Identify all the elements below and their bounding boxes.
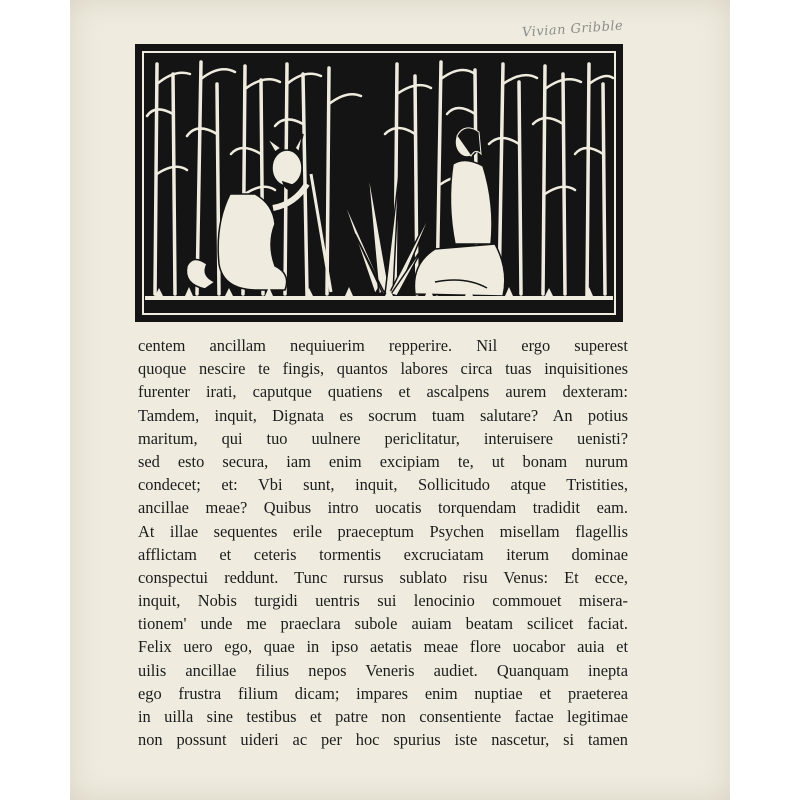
text-line: in uilla sine testibus et patre non consentiente factae legitimae (138, 707, 628, 726)
text-line: quoque nescire te fingis, quantos labores circa tuas inquisitiones (138, 359, 628, 379)
text-line: non possunt uideri ac per hoc spurius iste nascetur, si tamen (138, 730, 628, 750)
text-line: At illae sequentes erile praeceptum Psychen misellam flagellis (138, 521, 628, 541)
pencil-signature: Vivian Gribble (521, 18, 624, 41)
text-line: Felix uero ego, quae in ipso aetatis meae flore uocabor auia et (138, 637, 628, 657)
text-line: condecet; et: Vbi sunt, inquit, Sollicitudo atque Tristities, (138, 475, 628, 495)
text-line: ego frustra filium dicam; impares enim nuptiae et praeterea (138, 683, 628, 703)
text-line: centem ancillam nequiuerim repperire. Nil ergo superest (138, 336, 628, 355)
text-line: tionem' unde me praeclara subole auiam beatam scilicet faciat. (138, 614, 628, 634)
text-line: furenter irati, caputque quatiens et ascalpens aurem dexteram: (138, 382, 628, 402)
text-line: maritum, qui tuo uulnere periclitatur, interuisere uenisti? (138, 428, 628, 448)
text-line: Tamdem, inquit, Dignata es socrum tuam salutare? An potius (138, 405, 628, 425)
latin-text-block (138, 334, 628, 751)
text-line: conspectui reddunt. Tunc rursus sublato risu Venus: Et ecce, (138, 567, 628, 587)
text-line: afflictam et ceteris tormentis excruciatam iterum dominae (138, 544, 628, 564)
text-line: uilis ancillae filius nepos Veneris audiet. Quanquam inepta (138, 660, 628, 680)
text-line: ancillae meae? Quibus intro uocatis torquendam tradidit eam. (138, 498, 628, 518)
text-line: sed esto secura, iam enim excipiam te, ut bonam nurum (138, 451, 628, 471)
woodcut-illustration (135, 44, 623, 322)
text-line: inquit, Nobis turgidi uentris sui lenocinio commouet misera- (138, 591, 628, 611)
